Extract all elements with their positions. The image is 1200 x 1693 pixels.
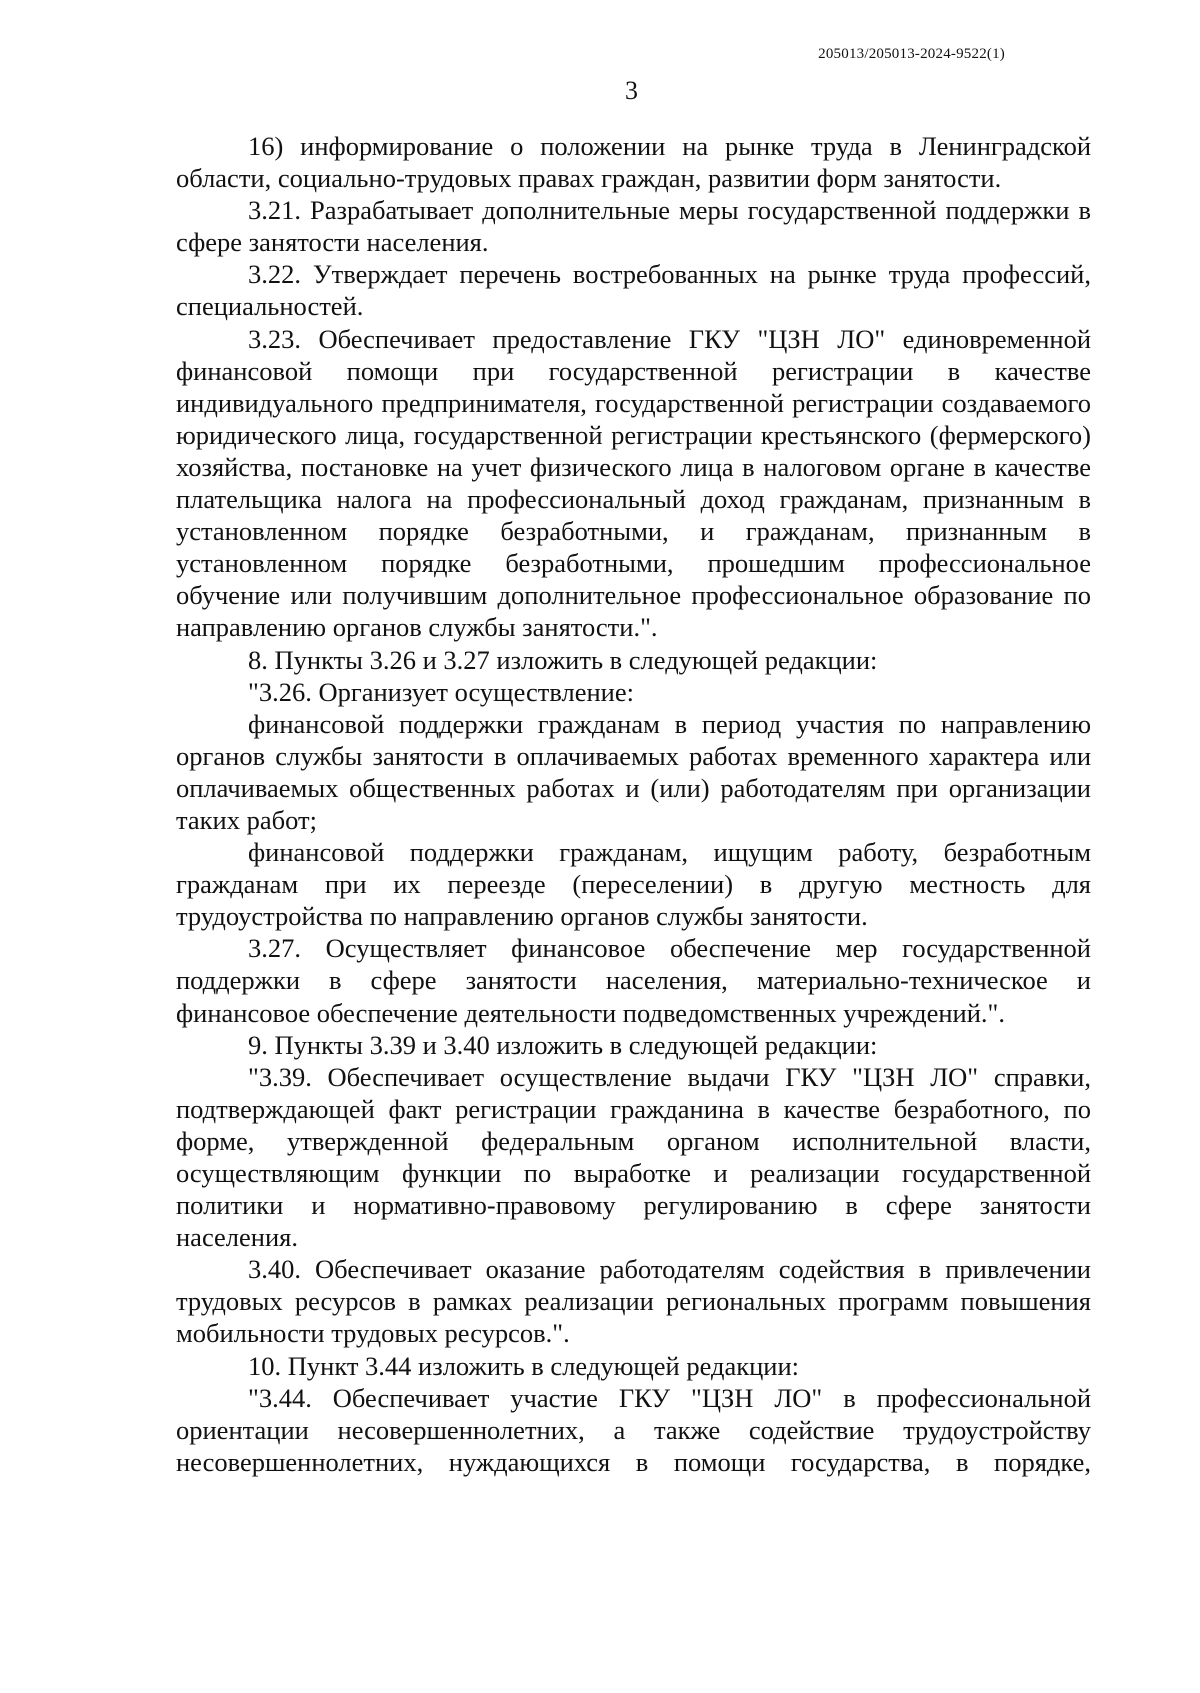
paragraph-3-21: 3.21. Разрабатывает дополнительные меры государственной поддержки в сфере занятости населения. xyxy=(176,195,1091,258)
document-body xyxy=(176,130,1091,1478)
paragraph-amendment-9: 9. Пункты 3.39 и 3.40 изложить в следующей редакции: xyxy=(248,1029,878,1060)
paragraph-3-27: 3.27. Осуществляет финансовое обеспечение мер государственной поддержки в сфере занятости населения, материально-техническое и финансовое обеспечение деятельности подведомственных учреждений.". xyxy=(176,933,1091,1028)
paragraph-3-26: "3.26. Организует осуществление: xyxy=(248,676,634,707)
paragraph-3-44: "3.44. Обеспечивает участие ГКУ "ЦЗН ЛО" в профессиональной ориентации несовершеннолетних, а также содействие трудоустройству несовершеннолетних, нуждающихся в помощи государства, в порядке, xyxy=(176,1382,1091,1477)
paragraph-3-40: 3.40. Обеспечивает оказание работодателям содействия в привлечении трудовых ресурсов в рамках реализации региональных программ повышения мобильности трудовых ресурсов.". xyxy=(176,1254,1091,1349)
document-id: 205013/205013-2024-9522(1) xyxy=(818,46,1005,62)
paragraph-3-23: 3.23. Обеспечивает предоставление ГКУ "ЦЗН ЛО" единовременной финансовой помощи при государственной регистрации в качестве индивидуального предпринимателя, государственной регистрации создаваемого юридического лица, государственной регистрации крестьянского (фермерского) хозяйства, постановке на учет физического лица в налоговом органе в качестве плательщика налога на профессиональный доход гражданам, признанным в установленном порядке безработными, и гражданам, признанным в установленном порядке безработными, прошедшим профессиональное обучение или получившим дополнительное профессиональное образование по направлению органов службы занятости.". xyxy=(176,323,1091,643)
paragraph-3-26-item-1: финансовой поддержки гражданам в период участия по направлению органов службы занятости в оплачиваемых работах временного характера или оплачиваемых общественных работах и (или) работодателям при организации таких работ; xyxy=(176,708,1091,835)
paragraph-amendment-10: 10. Пункт 3.44 изложить в следующей редакции: xyxy=(248,1350,800,1381)
paragraph-3-26-item-2: финансовой поддержки гражданам, ищущим работу, безработным гражданам при их переезде (переселении) в другую местность для трудоустройства по направлению органов службы занятости. xyxy=(176,837,1091,932)
paragraph-3-39: "3.39. Обеспечивает осуществление выдачи ГКУ "ЦЗН ЛО" справки, подтверждающей факт регистрации гражданина в качестве безработного, по форме, утвержденной федеральным органом исполнительной власти, осуществляющим функции по выработке и реализации государственной политики и нормативно-правовому регулированию в сфере занятости населения. xyxy=(176,1061,1091,1253)
page-number: 3 xyxy=(625,76,638,105)
paragraph-item-16: 16) информирование о положении на рынке труда в Ленинградской области, социально-трудовых правах граждан, развитии форм занятости. xyxy=(176,131,1091,194)
paragraph-amendment-8: 8. Пункты 3.26 и 3.27 изложить в следующей редакции: xyxy=(248,644,878,675)
paragraph-3-22: 3.22. Утверждает перечень востребованных на рынке труда профессий, специальностей. xyxy=(176,259,1091,322)
